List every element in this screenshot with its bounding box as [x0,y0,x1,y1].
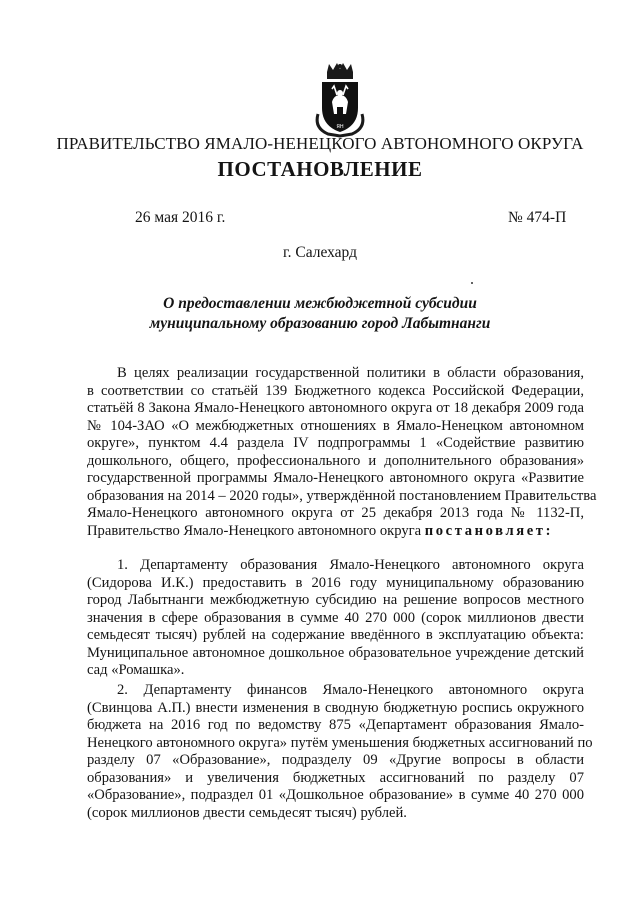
item-2-line: 2. Департаменту финансов Ямало-Ненецкого автономного округа [117,682,584,698]
preamble-line: округе», пунктом 4.4 раздела IV подпрограммы 1 «Содействие развитию [87,435,584,451]
preamble-line-final [87,523,584,541]
preamble-line: Правительство Ямало-Ненецкого автономного округа [87,522,422,539]
subject-line: О предоставлении межбюджетной субсидии [163,295,477,312]
item-2-line: образования» и увеличения бюджетных ассигнований по разделу 07 [87,769,584,786]
item-1-line: (Сидорова И.К.) предоставить в 2016 году муниципальному образованию [87,574,584,591]
coat-of-arms-icon [310,62,370,138]
svg-text:ЯН: ЯН [336,124,344,130]
document-type: ПОСТАНОВЛЕНИЕ [217,157,423,181]
preamble-paragraph [87,365,597,540]
item-2-line: (сорок миллионов двести семьдесят тысяч) рублей. [87,804,407,821]
item-1-line: сад «Ромашка». [87,662,185,678]
scan-dot [471,282,473,284]
preamble-line: дошкольного, общего, профессионального и дополнительного образования» [87,452,584,469]
item-2-line: (Свинцова А.П.) внести изменения в сводную бюджетную роспись окружного [87,699,584,716]
preamble-line: № 104-ЗАО «О межбюджетных отношениях в Ямало-Ненецком автономном [87,417,584,434]
decree-word: постановляет: [424,522,554,539]
item-1-line: значения в сфере образования в сумме 40 270 000 (сорок миллионов двести [87,609,584,626]
item-1-line: 1. Департаменту образования Ямало-Ненецкого автономного округа [117,557,584,573]
preamble-line: Ямало-Ненецкого автономного округа от 25 декабря 2013 года № 1132-П, [87,505,584,521]
preamble-line: образования на 2014 – 2020 годы», утверждённой постановлением Правительства [87,487,597,504]
item-1-line: город Лабытнанги межбюджетную субсидию на решение вопросов местного [87,592,584,608]
document-date: 26 мая 2016 г. [135,209,226,226]
item-2-line: «Образование», подраздел 01 «Дошкольное образование» в сумме 40 270 000 [87,787,584,803]
document-subject [0,294,640,334]
item-2-line: бюджета на 2016 год по ведомству 875 «Департамент образования Ямало- [87,717,584,733]
preamble-line: В целях реализации государственной политики в области образования, [117,365,584,381]
item-1-line: Муниципальное автономное дошкольное образовательное учреждение детский [87,644,584,661]
item-1-line: семьдесят тысяч) рублей на содержание введённого в эксплуатацию объекта: [87,627,584,643]
subject-line: муниципальному образованию город Лабытнанги [149,315,491,332]
item-2-paragraph [87,682,593,822]
organization-name: ПРАВИТЕЛЬСТВО ЯМАЛО-НЕНЕЦКОГО АВТОНОМНОГО ОКРУГА [56,134,584,153]
document-city: г. Салехард [283,244,357,261]
item-1-paragraph [87,557,584,680]
document-number: № 474-П [508,209,567,226]
item-2-line: Ненецкого автономного округа» путём уменьшения бюджетных ассигнований по [87,734,593,751]
preamble-line: государственной программы Ямало-Ненецкого автономного округа «Развитие [87,470,584,486]
preamble-line: статьёй 8 Закона Ямало-Ненецкого автономного округа от 18 декабря 2009 года [87,400,584,416]
item-2-line: разделу 07 «Образование», подразделу 09 «Другие вопросы в области [87,752,584,768]
preamble-line: в соответствии со статьёй 139 Бюджетного кодекса Российской Федерации, [87,382,584,399]
